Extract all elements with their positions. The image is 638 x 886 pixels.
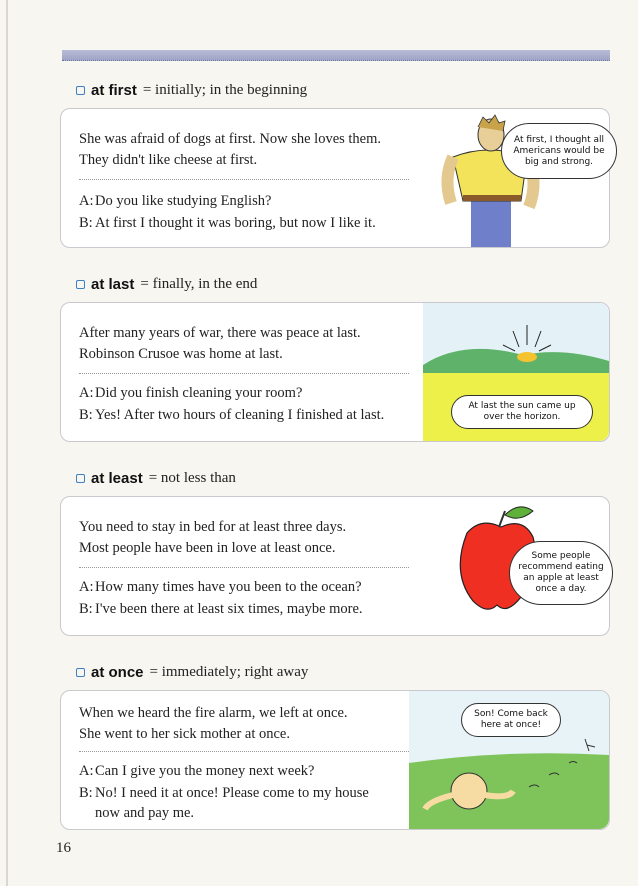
dialog-line bbox=[79, 383, 399, 403]
dialog-text: I've been there at least six times, maybe more. bbox=[95, 601, 363, 617]
dialog-text: Can I give you the money next week? bbox=[95, 763, 315, 779]
example-sentence: Robinson Crusoe was home at last. bbox=[79, 346, 283, 362]
definition: = initially; in the beginning bbox=[142, 82, 308, 98]
speaker: B: bbox=[79, 601, 93, 617]
example-sentence: She went to her sick mother at once. bbox=[79, 726, 290, 742]
speaker: A: bbox=[79, 763, 94, 779]
speaker: B: bbox=[79, 407, 93, 423]
top-decorative-bar bbox=[62, 50, 610, 61]
dialog-line bbox=[79, 191, 399, 211]
speaker: B: bbox=[79, 785, 93, 801]
checkbox-bullet-icon bbox=[76, 280, 85, 289]
dialog-line bbox=[79, 783, 399, 823]
term: at first bbox=[91, 82, 137, 99]
term: at once bbox=[91, 664, 144, 681]
definition: = not less than bbox=[148, 470, 236, 486]
speaker: A: bbox=[79, 385, 94, 401]
example-card-at-least bbox=[60, 496, 610, 636]
example-sentence: They didn't like cheese at first. bbox=[79, 152, 258, 168]
example-sentence: She was afraid of dogs at first. Now she loves them. bbox=[79, 131, 382, 147]
speech-bubble: Son! Come back here at once! bbox=[461, 703, 561, 737]
divider bbox=[79, 179, 409, 180]
dialog-text: No! I need it at once! Please come to my house now and pay me. bbox=[95, 785, 369, 821]
checkbox-bullet-icon bbox=[76, 668, 85, 677]
dialog-text: How many times have you been to the ocean? bbox=[95, 579, 362, 595]
dialog-text: Yes! After two hours of cleaning I finished at last. bbox=[95, 407, 385, 423]
example-sentence: Most people have been in love at least once. bbox=[79, 540, 336, 556]
definition: = finally, in the end bbox=[140, 276, 258, 292]
example-card-at-once bbox=[60, 690, 610, 830]
example-sentence: You need to stay in bed for at least three days. bbox=[79, 519, 347, 535]
speaker: B: bbox=[79, 215, 93, 231]
section-heading-at-last bbox=[76, 276, 257, 293]
divider bbox=[79, 373, 409, 374]
example-card-at-last bbox=[60, 302, 610, 442]
checkbox-bullet-icon bbox=[76, 474, 85, 483]
section-heading-at-least bbox=[76, 470, 236, 487]
term: at last bbox=[91, 276, 135, 293]
page-margin-line bbox=[6, 0, 8, 886]
example-sentence: When we heard the fire alarm, we left at once. bbox=[79, 705, 348, 721]
dialog-line bbox=[79, 405, 399, 425]
section-heading-at-first bbox=[76, 82, 307, 99]
example-sentence: After many years of war, there was peace at last. bbox=[79, 325, 361, 341]
speaker: A: bbox=[79, 193, 94, 209]
speaker: A: bbox=[79, 579, 94, 595]
definition: = immediately; right away bbox=[149, 664, 309, 680]
dialog bbox=[79, 383, 399, 425]
dialog bbox=[79, 191, 399, 233]
dialog-line bbox=[79, 599, 399, 619]
example-card-at-first bbox=[60, 108, 610, 248]
dialog-line bbox=[79, 761, 399, 781]
dialog-text: Did you finish cleaning your room? bbox=[95, 385, 303, 401]
dialog-text: At first I thought it was boring, but now I like it. bbox=[95, 215, 376, 231]
dialog-line bbox=[79, 213, 399, 233]
divider bbox=[79, 751, 409, 752]
dialog bbox=[79, 577, 399, 619]
dialog bbox=[79, 761, 399, 823]
divider bbox=[79, 567, 409, 568]
dialog-text: Do you like studying English? bbox=[95, 193, 272, 209]
speech-bubble: Some people recommend eating an apple at least once a day. bbox=[509, 541, 613, 605]
section-heading-at-once bbox=[76, 664, 308, 681]
term: at least bbox=[91, 470, 143, 487]
speech-bubble: At first, I thought all Americans would be big and strong. bbox=[501, 123, 617, 179]
page-number: 16 bbox=[56, 840, 71, 856]
speech-bubble: At last the sun came up over the horizon. bbox=[451, 395, 593, 429]
dialog-line bbox=[79, 577, 399, 597]
checkbox-bullet-icon bbox=[76, 86, 85, 95]
